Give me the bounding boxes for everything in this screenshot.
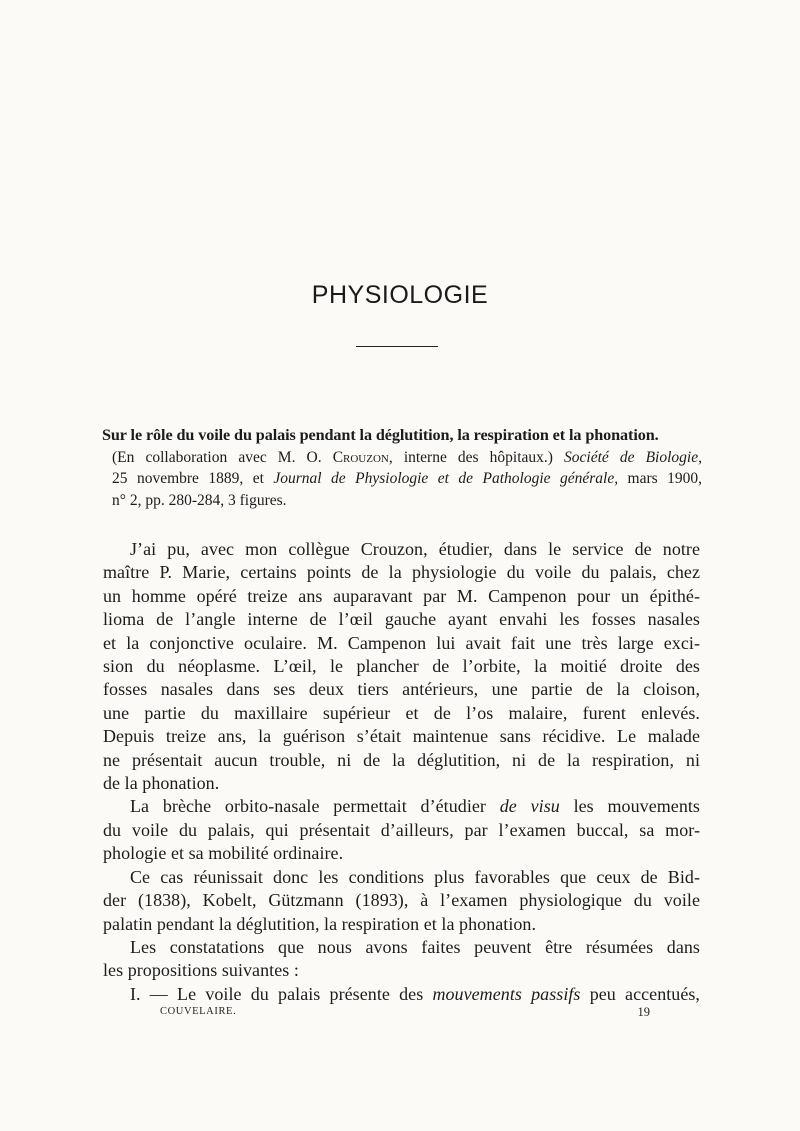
text-line: phologie et sa mobilité ordinaire. bbox=[103, 843, 344, 864]
reference-author: Crouzon bbox=[332, 448, 389, 466]
reference-journal: Journal de Physiologie et de Pathologie générale, bbox=[273, 470, 619, 487]
text-line: J’ai pu, avec mon collègue Crouzon, étudier, dans le service de notre bbox=[130, 539, 700, 559]
text-run: peu accentués, bbox=[580, 983, 700, 1004]
body-text bbox=[103, 538, 700, 1006]
text-line bbox=[103, 983, 700, 1006]
text-line: un homme opéré treize ans auparavant par M. Campenon pour un épithé- bbox=[103, 585, 700, 606]
text-line: fosses nasales dans ses deux tiers antérieurs, une partie de la cloison, bbox=[103, 679, 700, 700]
reference-text: 25 novembre 1889, et bbox=[112, 470, 274, 487]
reference-line: n° 2, pp. 280-284, 3 figures. bbox=[112, 491, 287, 509]
text-line: palatin pendant la déglutition, la respiration et la phonation. bbox=[103, 913, 537, 934]
text-line: der (1838), Kobelt, Gützmann (1893), à l’examen physiologique du voile bbox=[103, 890, 700, 911]
author-signature: COUVELAIRE. bbox=[160, 1006, 237, 1017]
reference-text: (En collaboration avec M. O. bbox=[112, 448, 333, 466]
text-line: de la phonation. bbox=[103, 773, 220, 794]
reference-title: Sur le rôle du voile du palais pendant la déglutition, la respiration et la phonation. bbox=[102, 426, 659, 444]
text-run: les mouvements bbox=[559, 796, 700, 817]
text-line: Les constatations que nous avons faites peuvent être résumées dans bbox=[130, 936, 700, 957]
text-line: sion du néoplasme. L’œil, le plancher de l’orbite, la moitié droite des bbox=[103, 656, 700, 677]
page-number: 19 bbox=[637, 1005, 650, 1019]
text-line: et la conjonctive oculaire. M. Campenon lui avait fait une très large exci- bbox=[103, 632, 700, 653]
text-run: I. — Le voile du palais présente des bbox=[130, 983, 433, 1004]
section-title: PHYSIOLOGIE bbox=[311, 281, 489, 309]
title-rule bbox=[356, 346, 438, 347]
text-line: lioma de l’angle interne de l’œil gauche ayant envahi les fosses nasales bbox=[103, 609, 700, 630]
reference-text: mars 1900, bbox=[618, 470, 702, 487]
reference-journal: Société de Biologie, bbox=[564, 448, 702, 466]
reference-line bbox=[102, 447, 702, 469]
text-line: du voile du palais, qui présentait d’ailleurs, par l’examen buccal, sa mor- bbox=[103, 819, 700, 840]
text-line: Depuis treize ans, la guérison s’était maintenue sans récidive. Le malade bbox=[103, 726, 700, 747]
text-run: La brèche orbito-nasale permettait d’étudier bbox=[130, 796, 500, 817]
text-line: Ce cas réunissait donc les conditions plus favorables que ceux de Bid- bbox=[130, 866, 700, 887]
reference-text: , interne des hôpitaux.) bbox=[388, 448, 565, 466]
text-line: une partie du maxillaire supérieur et de l’os malaire, furent enlevés. bbox=[103, 702, 700, 723]
italic-text: de visu bbox=[499, 796, 560, 817]
text-line bbox=[103, 795, 700, 818]
text-line: les propositions suivantes : bbox=[103, 960, 299, 981]
text-line: maître P. Marie, certains points de la physiologie du voile du palais, chez bbox=[103, 562, 700, 583]
bibliographic-reference bbox=[102, 425, 702, 511]
italic-text: mouvements passifs bbox=[432, 983, 581, 1004]
reference-line bbox=[102, 468, 702, 490]
text-line: ne présentait aucun trouble, ni de la déglutition, ni de la respiration, ni bbox=[103, 749, 700, 770]
